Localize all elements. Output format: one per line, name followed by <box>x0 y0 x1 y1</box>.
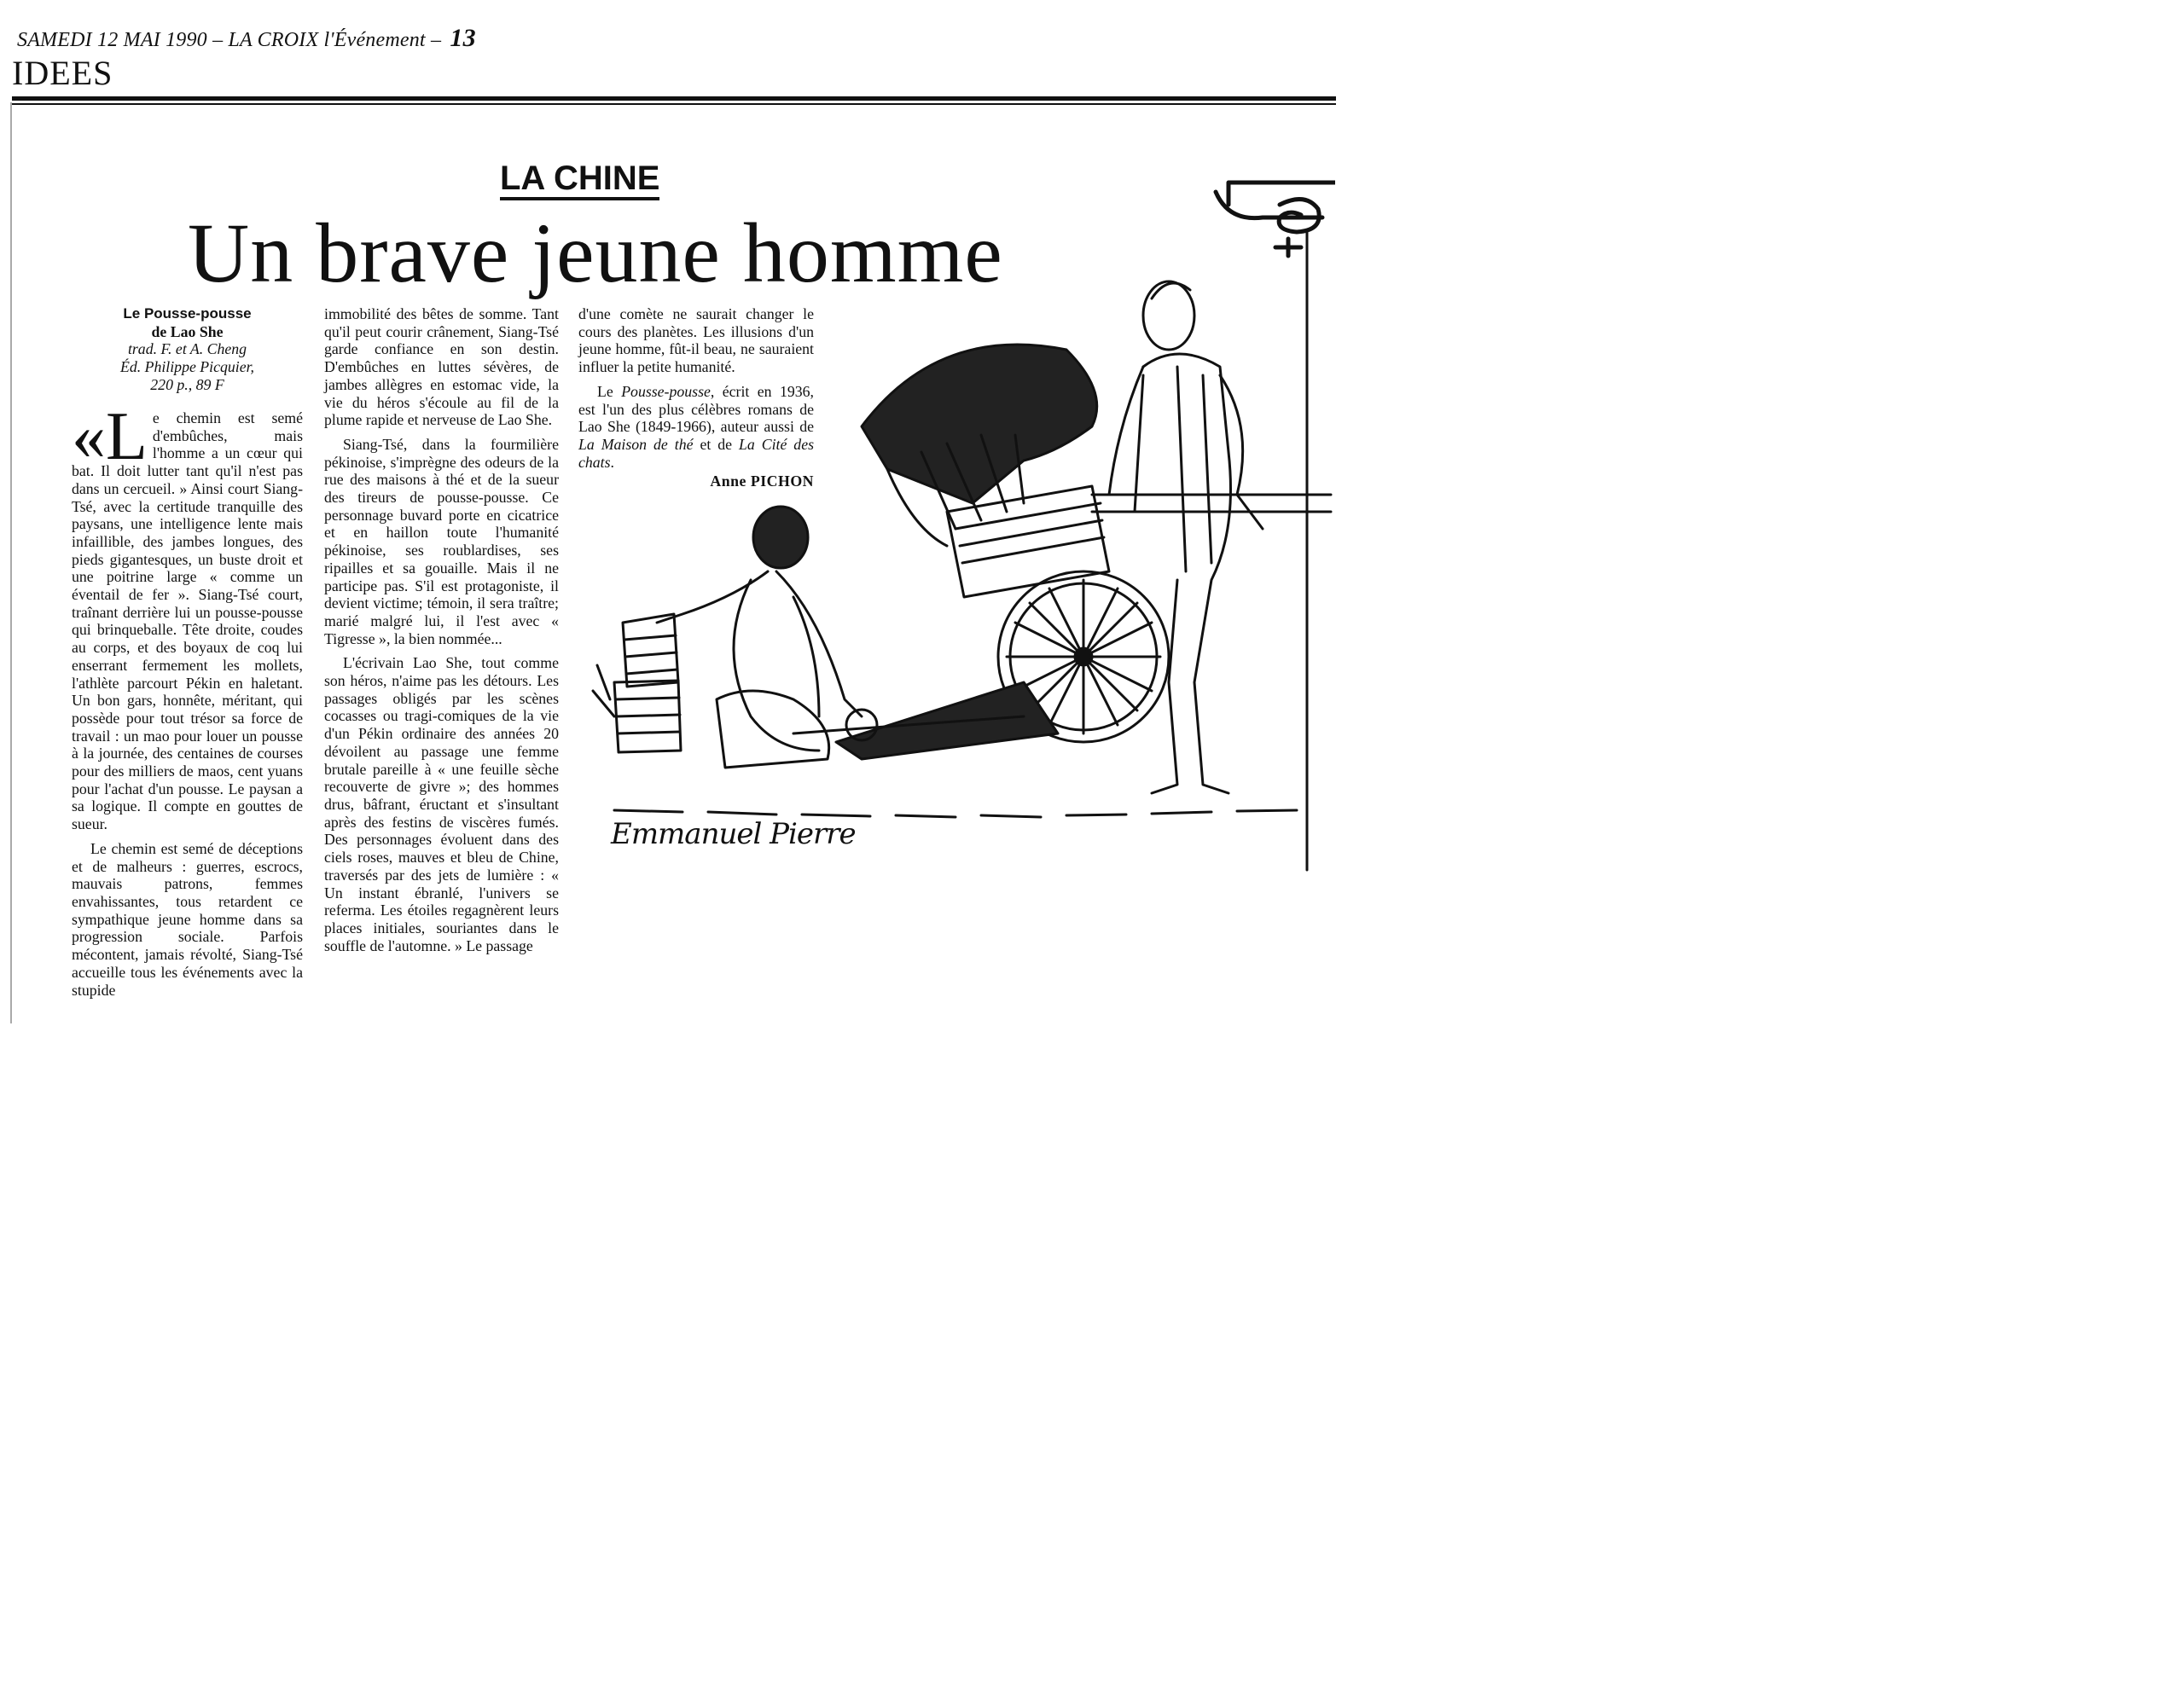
article-kicker: LA CHINE <box>500 160 659 200</box>
text-run: . <box>610 453 614 471</box>
seated-figure <box>657 507 877 768</box>
book-translator: trad. F. et A. Cheng <box>127 340 247 358</box>
section-divider <box>12 96 1336 101</box>
article-paragraph <box>72 399 303 833</box>
ornament-border <box>1216 183 1335 870</box>
page-number: 13 <box>450 24 476 52</box>
article-headline: Un brave jeune homme <box>188 206 1003 300</box>
illustrator-signature: Emmanuel Pierre <box>611 817 856 851</box>
baskets <box>593 614 681 752</box>
masthead-separator: – <box>431 29 442 51</box>
text-run: , écrit en 1936, est l'un des plus célèbres romans de Lao She (1849-1966), auteur aussi de <box>578 382 814 436</box>
article-column-2 <box>324 305 559 954</box>
standing-figure <box>1109 281 1263 793</box>
book-reference <box>72 305 303 394</box>
book-author: de Lao She <box>151 322 224 340</box>
article-paragraph: Le chemin est semé de déceptions et de malheurs : guerres, escrocs, mauvais patrons, femmes envahissantes, tous retardent ce sympathique jeune homme dans sa progression sociale. Parfois mécontent, jamais révolté, Siang-Tsé accueille tous les événements avec la stupide <box>72 839 303 999</box>
drop-cap: «L <box>72 399 148 474</box>
article-column-1 <box>72 399 303 999</box>
article-paragraph: L'écrivain Lao She, tout comme son héros, n'aime pas les détours. Les passages obligés par les scènes cocasses ou tragi-comiques de la vie d'un Pékin ordinaire des années 20 dévoilent au passage une femme brutale pareille à « une feuille sèche recouverte de givre »; des hommes drus, bâfrant, éructant et s'insultant après des festins de viscères fumés. Des personnages évoluent dans des ciels roses, mauves et bleu de Chine, traversés par des jets de lumière : « Un instant ébranlé, l'univers se referma. Les étoiles regagnèrent leurs places initiales, souriantes dans le souffle de l'automne. » Le passage <box>324 654 559 954</box>
rickshaw-base <box>793 682 1058 759</box>
rickshaw-hood <box>862 345 1097 546</box>
article-paragraph: Siang-Tsé, dans la fourmilière pékinoise, s'imprègne des odeurs de la rue des maisons à thé et de la sueur des tireurs de pousse-pousse. Ce personnage buvard porte en cicatrice et en haillon toute l'humanité pékinoise, ses roublardises, ses ripailles et sa gouaille. Mais il ne participe pas. S'il est protagoniste, il devient victime; témoin, il sera traître; marié malgré lui, il l'est avec « Tigresse », la bien nommée... <box>324 435 559 647</box>
section-divider-thin <box>12 103 1336 105</box>
book-details: 220 p., 89 F <box>150 375 224 393</box>
book-title-ref: La Maison de thé <box>578 435 694 453</box>
paragraph-text: e chemin est semé d'embûches, mais l'homme a un cœur qui bat. Il doit lutter tant qu'il n'est pas dans un cercueil. » Ainsi court Siang-Tsé, avec la certitude tranquille des paysans, une intelligence lente mais infaillible, des jambes longues, des pieds gigantesques, un buste droit et une poitrine large « comme un éventail de fer ». Siang-Tsé court, traînant derrière lui un pousse-pousse qui brinqueballe. Tête droite, coudes au corps, et des boyaux de coq lui enserrant fermement les mollets, l'athlète parcourt Pékin en haletant. Un bon gars, honnête, méritant, qui possède pour tout trésor sa force de travail : un mao pour louer un pousse à la journée, des centaines de courses pour des milliers de maos, cent yuans pour l'achat d'un pousse. Le paysan a sa logique. Il compte en gouttes de sueur. <box>72 409 303 833</box>
section-title-text: IDEES <box>12 54 113 92</box>
author-signature: Anne PICHON <box>710 472 814 490</box>
ground-line <box>614 810 1297 817</box>
text-run: Le <box>597 382 622 400</box>
rickshaw-illustration <box>580 171 1335 887</box>
text-run: et de <box>693 435 739 453</box>
illustration-drawing <box>580 171 1335 887</box>
book-title-ref: La Cité des chats <box>578 435 815 471</box>
article-paragraph: d'une comète ne saurait changer le cours des planètes. Les illusions d'un jeune homme, fût-il beau, ne sauraient influer la petite humanité. <box>578 305 814 376</box>
book-title-ref: Pousse-pousse <box>621 382 711 400</box>
book-publisher: Éd. Philippe Picquier, <box>119 358 255 376</box>
masthead-date: SAMEDI 12 MAI 1990 <box>17 29 207 51</box>
rickshaw-body <box>947 486 1331 597</box>
masthead-separator: – <box>212 29 224 51</box>
masthead <box>17 24 476 53</box>
masthead-paper: LA CROIX l'Événement <box>228 29 426 51</box>
book-title: Le Pousse-pousse <box>123 305 252 322</box>
page-edge-line <box>10 102 12 1023</box>
article-paragraph: immobilité des bêtes de somme. Tant qu'il peut courir crânement, Siang-Tsé garde confiance en son destin. D'embûches en luttes sévères, de jambes allègres en estomac vide, la vie du héros s'écoule au fil de la plume rapide et nerveuse de Lao She. <box>324 305 559 429</box>
section-title <box>12 56 113 90</box>
